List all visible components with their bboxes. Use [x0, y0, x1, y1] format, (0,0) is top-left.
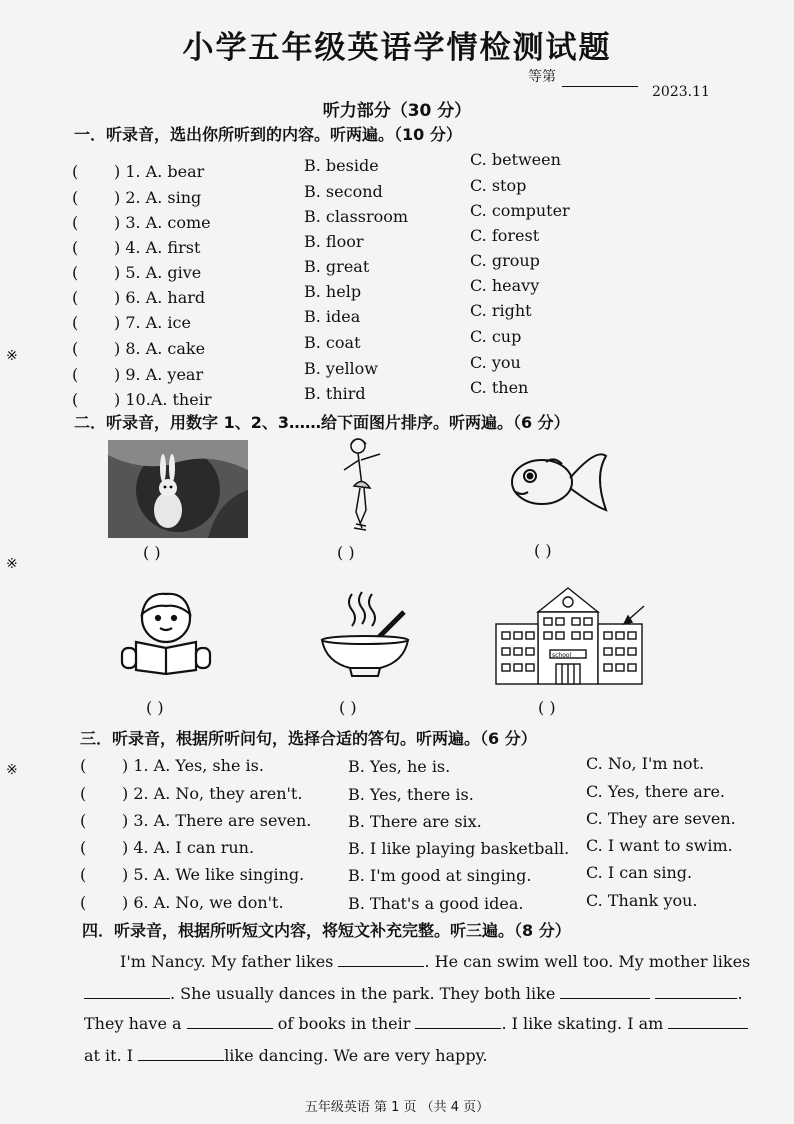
option-a: ) 10.A. their [114, 390, 212, 409]
answer-bracket[interactable]: ( [72, 162, 79, 181]
option-a: ) 2. A. No, they aren't. [122, 784, 303, 803]
school-building-picture [492, 584, 648, 686]
option-c: C. cup [470, 327, 522, 346]
option-a: ) 6. A. hard [114, 288, 206, 307]
option-b: B. coat [304, 333, 361, 352]
option-b: B. floor [304, 232, 364, 251]
answer-bracket[interactable]: ( [72, 339, 79, 358]
passage-text: at it. I [84, 1046, 134, 1065]
section1-heading: 一．听录音，选出你所听到的内容。听两遍。（10 分） [74, 125, 462, 144]
passage-text: I'm Nancy. My father likes [120, 952, 334, 971]
answer-paren[interactable]: ( ) [146, 698, 164, 717]
option-c: C. Yes, there are. [586, 782, 726, 801]
option-b: B. yellow [304, 359, 378, 378]
option-a: ) 3. A. come [114, 213, 211, 232]
option-b: B. There are six. [348, 812, 482, 831]
section4-heading: 四．听录音，根据所听短文内容，将短文补充完整。听三遍。（8 分） [82, 921, 571, 940]
option-c: C. forest [470, 226, 540, 245]
hot-soup-bowl-picture [318, 590, 412, 682]
option-c: C. No, I'm not. [586, 754, 705, 773]
fill-blank[interactable] [187, 1014, 273, 1029]
option-c: C. They are seven. [586, 809, 736, 828]
option-b: B. classroom [304, 207, 409, 226]
option-b: B. idea [304, 307, 361, 326]
answer-bracket[interactable]: ( [72, 188, 79, 207]
skater-picture [336, 436, 384, 536]
section2-heading: 二．听录音，用数字 1、2、3……给下面图片排序。听两遍。（6 分） [74, 413, 570, 432]
option-b: B. I'm good at singing. [348, 866, 532, 885]
passage-text: . He can swim well too. My mother likes [424, 952, 751, 971]
option-b: B. beside [304, 156, 379, 175]
page-title: 小学五年级英语学情检测试题 [182, 30, 612, 66]
answer-bracket[interactable]: ( [72, 238, 79, 257]
option-b: B. third [304, 384, 366, 403]
option-a: ) 5. A. We like singing. [122, 865, 305, 884]
option-b: B. great [304, 257, 370, 276]
option-c: C. I can sing. [586, 863, 693, 882]
answer-bracket[interactable]: ( [80, 811, 87, 830]
fill-blank[interactable] [655, 984, 737, 999]
rabbit-moon-picture [108, 440, 248, 538]
passage-text: They have a [84, 1014, 182, 1033]
option-c: C. stop [470, 176, 527, 195]
answer-bracket[interactable]: ( [72, 263, 79, 282]
option-b: B. Yes, there is. [348, 785, 474, 804]
answer-bracket[interactable]: ( [80, 756, 87, 775]
answer-bracket[interactable]: ( [80, 784, 87, 803]
answer-paren[interactable]: ( ) [534, 541, 552, 560]
fill-blank[interactable] [668, 1014, 748, 1029]
answer-bracket[interactable]: ( [72, 288, 79, 307]
option-a: ) 2. A. sing [114, 188, 202, 207]
option-a: ) 9. A. year [114, 365, 204, 384]
fill-blank[interactable] [138, 1046, 224, 1061]
option-c: C. heavy [470, 276, 540, 295]
exam-date: 2023.11 [652, 84, 710, 100]
passage-text: . I like skating. I am [501, 1014, 664, 1033]
option-a: ) 1. A. bear [114, 162, 205, 181]
option-a: ) 4. A. I can run. [122, 838, 255, 857]
option-b: B. I like playing basketball. [348, 839, 570, 858]
boy-reading-picture [118, 586, 214, 676]
option-c: C. Thank you. [586, 891, 698, 910]
answer-bracket[interactable]: ( [80, 838, 87, 857]
passage-text: . [737, 984, 743, 1003]
option-c: C. between [470, 150, 561, 169]
option-a: ) 3. A. There are seven. [122, 811, 312, 830]
fill-blank[interactable] [415, 1014, 501, 1029]
passage-line-2 [84, 984, 743, 1003]
option-a: ) 8. A. cake [114, 339, 206, 358]
grade-label: 等第 [528, 69, 556, 85]
passage-text: like dancing. We are very happy. [224, 1046, 488, 1065]
answer-bracket[interactable]: ( [72, 365, 79, 384]
option-b: B. Yes, he is. [348, 757, 451, 776]
passage-line-4 [84, 1046, 488, 1065]
passage-line-3 [84, 1014, 748, 1033]
option-a: ) 7. A. ice [114, 313, 191, 332]
binding-mark: ※ [6, 348, 18, 364]
binding-mark: ※ [6, 556, 18, 572]
option-c: C. computer [470, 201, 570, 220]
option-a: ) 6. A. No, we don't. [122, 893, 284, 912]
answer-bracket[interactable]: ( [72, 390, 79, 409]
section-subtitle: 听力部分（30 分） [322, 101, 472, 121]
answer-paren[interactable]: ( ) [538, 698, 556, 717]
fill-blank[interactable] [84, 984, 170, 999]
binding-mark: ※ [6, 762, 18, 778]
fill-blank[interactable] [560, 984, 650, 999]
section3-heading: 三．听录音，根据所听问句，选择合适的答句。听两遍。（6 分） [80, 729, 537, 748]
option-c: C. right [470, 301, 532, 320]
option-b: B. second [304, 182, 383, 201]
school-sign-text: school [552, 652, 572, 659]
option-a: ) 5. A. give [114, 263, 202, 282]
option-c: C. then [470, 378, 529, 397]
option-c: C. you [470, 353, 521, 372]
answer-bracket[interactable]: ( [72, 213, 79, 232]
answer-paren[interactable]: ( ) [339, 698, 357, 717]
option-a: ) 1. A. Yes, she is. [122, 756, 264, 775]
passage-text: . She usually dances in the park. They both like [170, 984, 556, 1003]
option-c: C. I want to swim. [586, 836, 733, 855]
grade-blank[interactable] [562, 86, 638, 87]
answer-paren[interactable]: ( ) [143, 543, 161, 562]
option-a: ) 4. A. first [114, 238, 201, 257]
passage-line-1 [120, 952, 750, 971]
option-c: C. group [470, 251, 540, 270]
page-footer: 五年级英语 第 1 页 （共 4 页） [304, 1100, 490, 1115]
option-b: B. That's a good idea. [348, 894, 524, 913]
answer-bracket[interactable]: ( [72, 313, 79, 332]
answer-bracket[interactable]: ( [80, 865, 87, 884]
answer-paren[interactable]: ( ) [337, 543, 355, 562]
fill-blank[interactable] [338, 952, 424, 967]
option-b: B. help [304, 282, 362, 301]
goldfish-picture [506, 452, 610, 512]
answer-bracket[interactable]: ( [80, 893, 87, 912]
passage-text: of books in their [277, 1014, 411, 1033]
